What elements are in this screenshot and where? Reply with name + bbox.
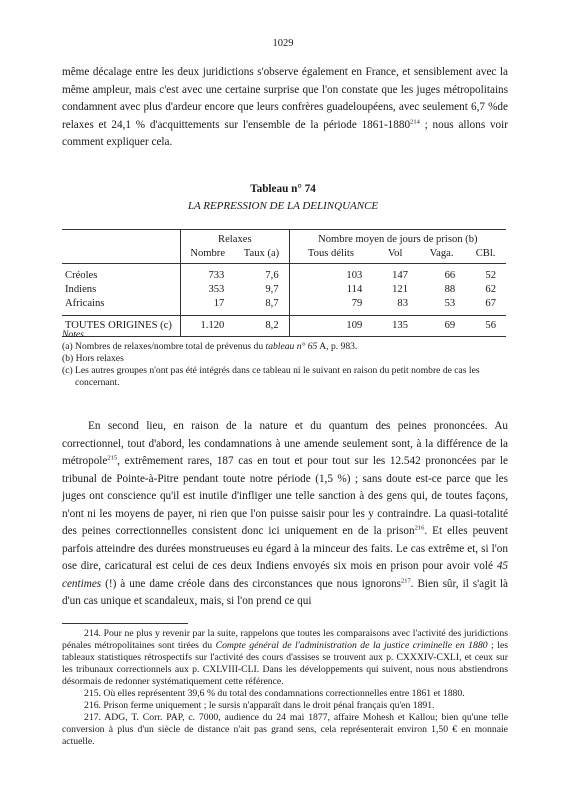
cell-vol: 135: [372, 316, 418, 337]
table-subtitle: LA REPRESSION DE LA DELINQUANCE: [187, 200, 379, 212]
table-row: [62, 283, 506, 297]
paragraph-text: . Bien sûr, il s'agit là d'un cas unique et scandaleux, mais, si l'on prend ce qui: [62, 577, 508, 607]
cell-cbl: 52: [485, 270, 496, 281]
footnote-ref-217[interactable]: 217: [400, 576, 411, 584]
note-table-ref: tableau n° 65: [265, 341, 318, 352]
header-cbl: CBl.: [465, 247, 506, 264]
note-b: (b) Hors relaxes: [62, 353, 124, 364]
table-notes: [62, 329, 506, 389]
note-text: (a) Nombres de relaxes/nombre total de prévenus du: [62, 341, 266, 352]
table-header-columns: [62, 247, 506, 264]
cell-taux: 8,2: [234, 316, 289, 337]
note-text: A, p. 983.: [317, 341, 358, 352]
paragraph-text: même décalage entre les deux juridictions s'observe également en France, et sensiblement avec la même ampleur, mais c'est avec une certaine surprise que l'on constate que les juges métropolitains condamnent avec plus d'ardeur encore que leurs confrères guadeloupéens, avec seulement 6,7 %de relaxes et 24,1 % d'acquittements sur l'ensemble de la période 1861-1880: [62, 66, 508, 131]
table-row: [62, 297, 506, 316]
header-group-relaxes: Relaxes: [181, 230, 290, 248]
cell-vaga: 66: [444, 270, 456, 281]
header-blank: [62, 230, 181, 248]
cell-vol: 83: [397, 298, 408, 309]
footnote-text: 214. Pour ne plus y revenir par la suite, rappelons que toutes les comparaisons avec l'activité des juridictions pénales métropolitaines sont tirées du: [62, 628, 508, 651]
cell-vol: 147: [392, 270, 408, 281]
table-title: Tableau n° 74: [250, 183, 316, 195]
header-taux: Taux (a): [234, 247, 289, 264]
header-nombre: Nombre: [181, 247, 235, 264]
footnote-217: 217. ADG, T. Corr. PAP, c. 7000, audience du 24 mai 1877, affaire Mohesh et Kallou; bien qu'une telle conversion à plus d'un siècle de distance n'ait pas grand sens, cela représenterait environ 1,50 € en monnaie actuelle.: [62, 712, 508, 747]
cell-tous-delits: 103: [289, 264, 372, 284]
paragraph-text: ; nous allons voir comment expliquer cela.: [62, 118, 508, 148]
footnote-text: ; les tableaux statistiques rétrospectifs sur l'activité des cours d'assises se trouvent aux p. CXXXIV-CXLI, et ceux sur les tribunaux correctionnels aux p. CXLVIII-CLI. Dans les développements qui suivent, nous nous abstiendrons désormais de redonner systématiquement cette référence.: [62, 640, 509, 687]
cell-nombre: 17: [181, 297, 235, 316]
cell-cbl: 67: [485, 298, 496, 309]
body-paragraph-1: [62, 64, 508, 152]
row-label: Créoles: [65, 270, 98, 281]
footnotes: [62, 628, 508, 748]
footnote-ref-215[interactable]: 215: [107, 454, 118, 462]
footnote-ref-216[interactable]: 216: [414, 524, 425, 532]
cell-cbl: 56: [465, 316, 506, 337]
header-vol: Vol: [372, 247, 418, 264]
footnote-215: 215. Où elles représentent 39,6 % du total des condamnations correctionnelles entre 1861 et 1880.: [84, 688, 465, 699]
cell-vaga: 53: [444, 298, 456, 309]
header-blank: [62, 247, 181, 264]
footnote-216: 216. Prison ferme uniquement ; le sursis n'apparaît dans le droit pénal français qu'en 1891.: [84, 700, 435, 711]
paragraph-text: En second lieu, en raison de la nature et du quantum des peines prononcées. Au correctionnel, tout d'abord, les condamnations à une amende seulement sont, à la différence de la métropole: [62, 420, 508, 467]
table-header-groups: [62, 230, 506, 248]
row-label: TOUTES ORIGINES (c): [62, 316, 181, 337]
note-c: (c) Les autres groupes n'ont pas été intégrés dans ce tableau ni le suivant en raison du petit nombre de cas les concernant.: [62, 365, 480, 388]
footnote-214: [62, 628, 508, 688]
cell-cbl: 62: [485, 284, 496, 295]
repression-table: [62, 229, 506, 337]
cell-nombre: 733: [181, 264, 235, 284]
paragraph-text: , extrêmement rares, 187 cas en tout et pour tout sur les 12.542 prononcées par le tribunal de Pointe-à-Pitre pendant toute notre période (1,5 %) ; sans doute est-ce parce que les juges ont conscience qu'il est inutile d'infliger une telle sanction à des gens qui, de toutes façons, n'ont ni les moyens de payer, ni rien que l'on puisse saisir pour les y contraindre. La quasi-totalité des peines correctionnelles consistent donc ici uniquement en de la prison: [62, 455, 508, 537]
notes-heading: Notes: [62, 329, 84, 340]
footnote-divider: [62, 623, 188, 624]
paragraph-text: (!) à une dame créole dans des circonstances que nous ignorons: [101, 577, 401, 590]
header-vaga: Vaga.: [418, 247, 465, 264]
italic-amount: 45 centimes: [62, 560, 508, 590]
cell-taux: 9,7: [265, 284, 279, 295]
table-row: [62, 264, 506, 284]
cell-tous-delits: 79: [289, 297, 372, 316]
cell-nombre: 1.120: [181, 316, 235, 337]
cell-vol: 121: [392, 284, 408, 295]
cell-taux: 8,7: [265, 298, 279, 309]
cell-nombre: 353: [181, 283, 235, 297]
cell-vaga: 88: [444, 284, 456, 295]
cell-tous-delits: 114: [289, 283, 372, 297]
header-group-jours-prison: Nombre moyen de jours de prison (b): [289, 230, 506, 248]
body-paragraph-2: [62, 418, 508, 611]
note-a: [62, 341, 506, 353]
cell-vaga: 69: [418, 316, 465, 337]
paragraph-text: . Et elles peuvent parfois atteindre des durées monstrueuses eu égard à la minceur des faits. Le cas extrême et, si l'on ose dire, caricatural est celui de ces deux Indiens envoyés six mois en prison pour avoir volé: [62, 525, 508, 572]
footnote-source-title: Compte général de l'administration de la justice criminelle en 1880: [215, 640, 488, 651]
row-label: Indiens: [65, 284, 97, 295]
footnote-ref-214[interactable]: 214: [410, 117, 420, 125]
header-tous-delits: Tous délits: [289, 247, 372, 264]
row-label: Africains: [65, 298, 105, 309]
cell-tous-delits: 109: [289, 316, 372, 337]
cell-taux: 7,6: [265, 270, 279, 281]
page-number: 1029: [272, 38, 294, 49]
